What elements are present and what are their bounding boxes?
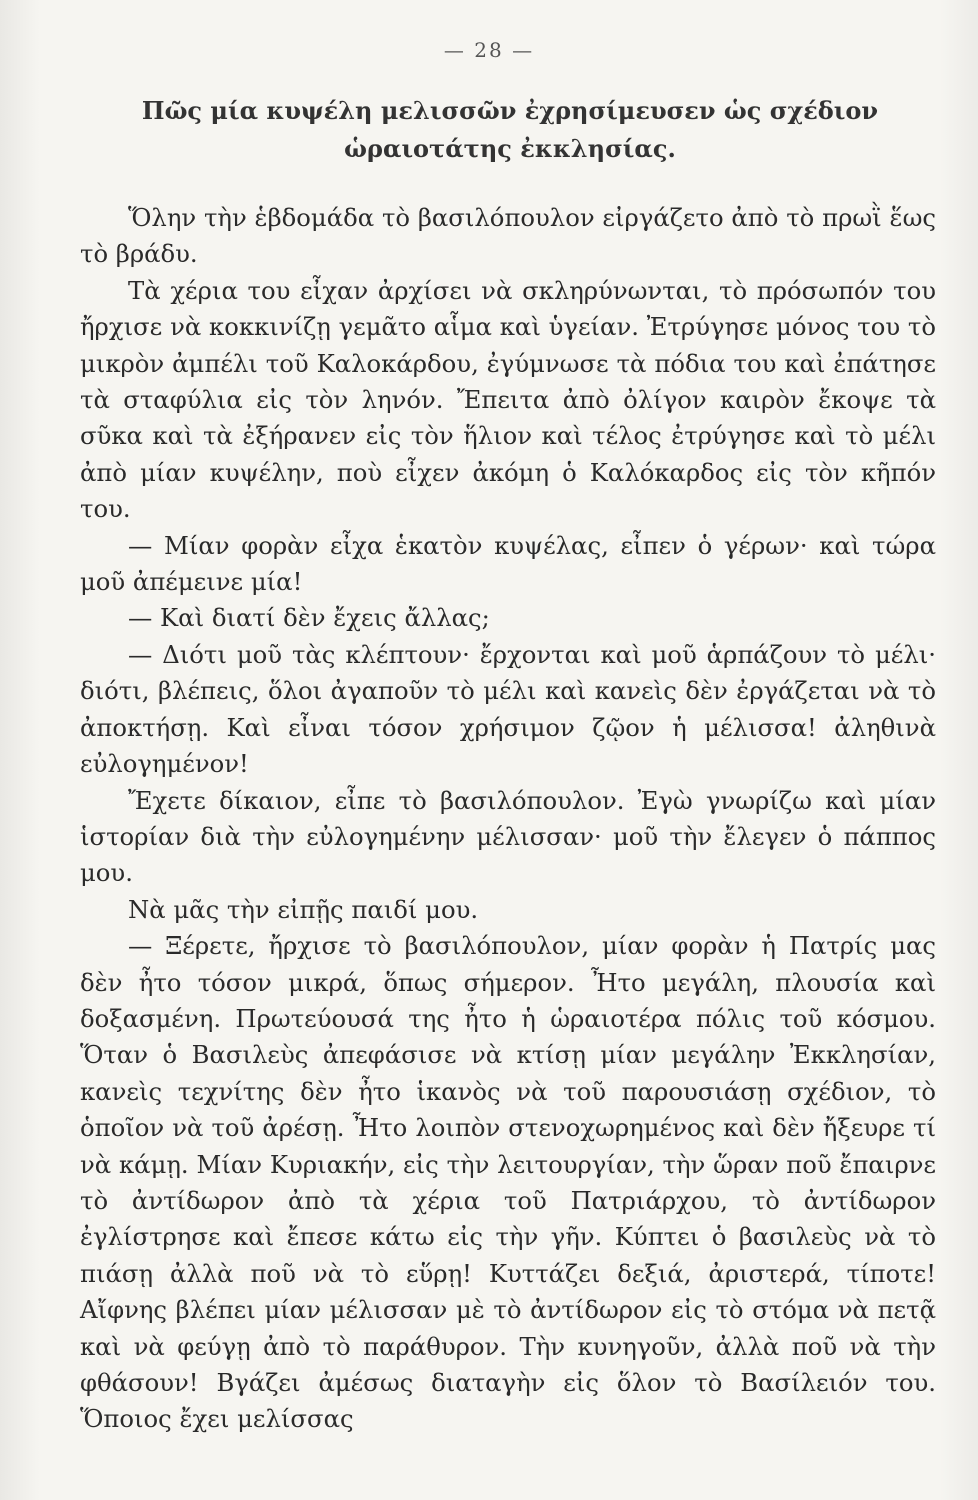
- paragraph: — Καὶ διατί δὲν ἔχεις ἄλλας;: [128, 603, 490, 633]
- chapter-heading: Πῶς μία κυψέλη μελισσῶν ἐχρησίμευσεν ὡς σχέδιον ὡραιοτάτης ἐκκλησίας.: [141, 96, 879, 163]
- paragraph: Ἔχετε δίκαιον, εἶπε τὸ βασιλόπουλον. Ἐγὼ γνωρίζω καὶ μίαν ἱστορίαν διὰ τὴν εὐλογημένην μέλισσαν· μοῦ τὴν ἔλεγεν ὁ πάππος μου.: [80, 785, 936, 888]
- paragraph: — Μίαν φορὰν εἶχα ἑκατὸν κυψέλας, εἶπεν ὁ γέρων· καὶ τώρα μοῦ ἀπέμεινε μία!: [80, 530, 936, 597]
- page-number: — 28 —: [443, 38, 535, 62]
- paragraph: Ὅλην τὴν ἑβδομάδα τὸ βασιλόπουλον εἰργάζετο ἀπὸ τὸ πρωῒ ἕως τὸ βράδυ.: [80, 203, 936, 269]
- paragraph: — Ξέρετε, ἤρχισε τὸ βασιλόπουλον, μίαν φορὰν ἡ Πατρίς μας δὲν ἦτο τόσον μικρά, ὅπως σήμερον. Ἦτο μεγάλη, πλουσία καὶ δοξασμένη. Πρωτεύουσά της ἦτο ἡ ὡραιοτέρα πόλις τοῦ κόσμου. Ὅταν ὁ Βασιλεὺς ἀπεφάσισε νὰ κτίσῃ μίαν μεγάλην Ἐκκλησίαν, κανεὶς τεχνίτης δὲν ἦτο ἱκανὸς νὰ τοῦ παρουσιάσῃ σχέδιον, τὸ ὁποῖον νὰ τοῦ ἀρέσῃ. Ἦτο λοιπὸν στενοχωρημένος καὶ δὲν ἤξευρε τί νὰ κάμῃ. Μίαν Κυριακήν, εἰς τὴν λειτουργίαν, τὴν ὥραν ποῦ ἔπαιρνε τὸ ἀντίδωρον ἀπὸ τὰ χέρια τοῦ Πατριάρχου, τὸ ἀντίδωρον ἐγλίστρησε καὶ ἔπεσε κάτω εἰς τὴν γῆν. Κύπτει ὁ βασιλεὺς νὰ τὸ πιάσῃ ἀλλὰ ποῦ νὰ τὸ εὕρῃ! Κυττάζει δεξιά, ἀριστερά, τίποτε! Αἴφνης βλέπει μίαν μέλισσαν μὲ τὸ ἀντίδωρον εἰς τὸ στόμα νὰ πετᾷ καὶ νὰ φεύγῃ ἀπὸ τὸ παράθυρον. Τὴν κυνηγοῦν, ἀλλὰ ποῦ νὰ τὴν φθάσουν! Βγάζει ἀμέσως διαταγὴν εἰς ὅλον τὸ Βασίλειόν του. Ὅποιος ἔχει μελίσσας: [80, 931, 936, 1434]
- paragraph: — Διότι μοῦ τὰς κλέπτουν· ἔρχονται καὶ μοῦ ἁρπάζουν τὸ μέλι· διότι, βλέπεις, ὅλοι ἀγαποῦν τὸ μέλι καὶ κανεὶς δὲν ἐργάζεται νὰ τὸ ἀποκτήσῃ. Καὶ εἶναι τόσον χρήσιμον ζῷον ἡ μέλισσα! ἀληθινὰ εὐλογημένον!: [80, 639, 936, 779]
- paragraph: Νὰ μᾶς τὴν εἰπῇς παιδί μου.: [128, 894, 479, 924]
- paragraph: Τὰ χέρια του εἶχαν ἀρχίσει νὰ σκληρύνωνται, τὸ πρόσωπόν του ἤρχισε νὰ κοκκινίζῃ γεμᾶτο αἷμα καὶ ὑγείαν. Ἐτρύγησε μόνος του τὸ μικρὸν ἀμπέλι τοῦ Καλοκάρδου, ἐγύμνωσε τὰ πόδια του καὶ ἐπάτησε τὰ σταφύλια εἰς τὸν ληνόν. Ἔπειτα ἀπὸ ὀλίγον καιρὸν ἔκοψε τὰ σῦκα καὶ τὰ ἐξήρανεν εἰς τὸν ἥλιον καὶ τέλος ἐτρύγησε καὶ τὸ μέλι ἀπὸ μίαν κυψέλην, ποὺ εἶχεν ἀκόμη ὁ Καλόκαρδος εἰς τὸν κῆπόν του.: [80, 275, 936, 524]
- body-text: [80, 200, 936, 1438]
